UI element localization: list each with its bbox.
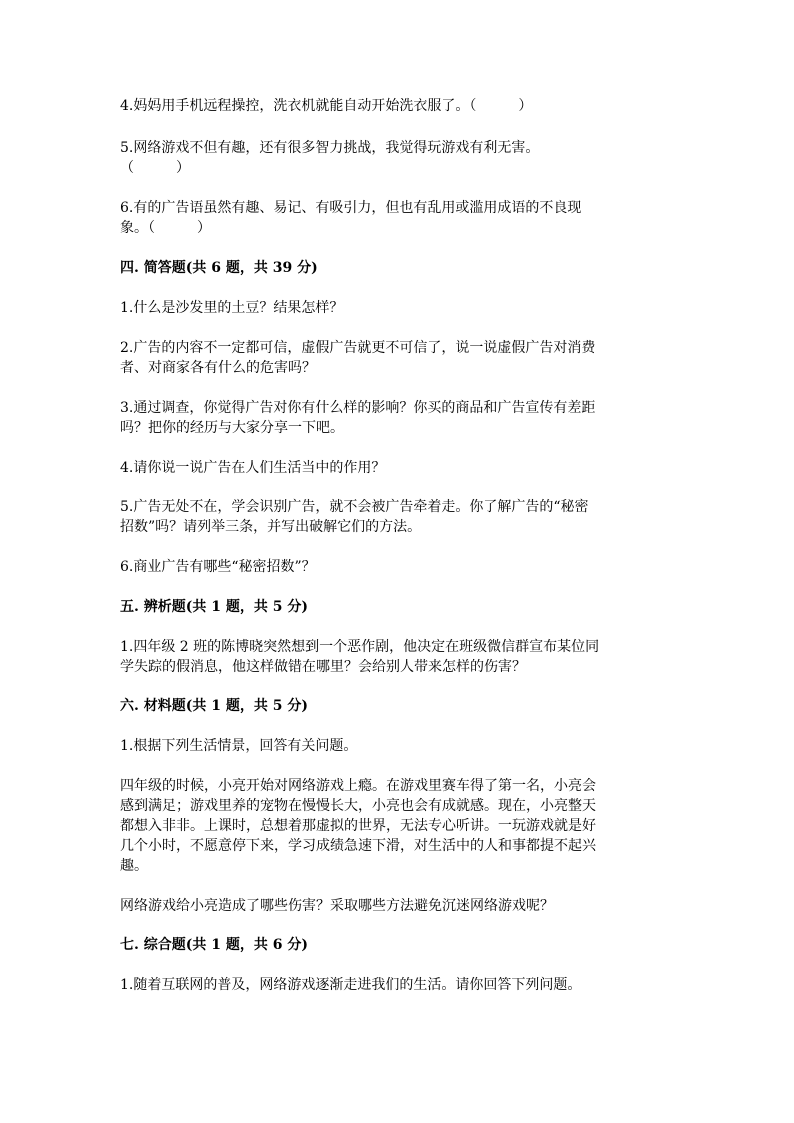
section-6-material-line-4: 几个小时，不愿意停下来，学习成绩急速下滑，对生活中的人和事都提不起兴 bbox=[120, 838, 596, 854]
section-7-heading: 七. 综合题(共 1 题，共 6 分) bbox=[120, 937, 308, 953]
section-6-question: 网络游戏给小亮造成了哪些伤害？采取哪些方法避免沉迷网络游戏呢？ bbox=[120, 898, 554, 914]
question-6-line-1: 6.有的广告语虽然有趣、易记、有吸引力，但也有乱用或滥用成语的不良现 bbox=[120, 200, 582, 216]
question-4: 4.妈妈用手机远程操控，洗衣机就能自动开始洗衣服了。（ ） bbox=[120, 98, 533, 114]
section-6-material-line-5: 趣。 bbox=[120, 858, 148, 874]
section-4-question-4: 4.请你说一说广告在人们生活当中的作用？ bbox=[120, 460, 386, 476]
section-4-question-2-line-1: 2.广告的内容不一定都可信，虚假广告就更不可信了，说一说虚假广告对消费 bbox=[120, 340, 596, 356]
section-6-question-1: 1.根据下列生活情景，回答有关问题。 bbox=[120, 738, 358, 754]
section-4-question-6: 6.商业广告有哪些“秘密招数”？ bbox=[120, 559, 316, 575]
section-5-question-1-line-2: 学失踪的假消息，他这样做错在哪里？会给别人带来怎样的伤害？ bbox=[120, 659, 526, 675]
section-4-question-5-line-2: 招数”吗？请列举三条，并写出破解它们的方法。 bbox=[120, 519, 422, 535]
section-4-question-3-line-1: 3.通过调查，你觉得广告对你有什么样的影响？你买的商品和广告宣传有差距 bbox=[120, 400, 596, 416]
section-5-heading: 五. 辨析题(共 1 题，共 5 分) bbox=[120, 599, 308, 615]
question-5-line-1: 5.网络游戏不但有趣，还有很多智力挑战，我觉得玩游戏有利无害。 bbox=[120, 140, 540, 156]
section-4-question-3-line-2: 吗？把你的经历与大家分享一下吧。 bbox=[120, 420, 344, 436]
question-5-line-2: （ ） bbox=[120, 160, 190, 176]
question-6-line-2: 象。（ ） bbox=[120, 220, 211, 236]
section-4-question-5-line-1: 5.广告无处不在，学会识别广告，就不会被广告牵着走。你了解广告的“秘密 bbox=[120, 499, 589, 515]
section-6-material-line-2: 感到满足；游戏里养的宠物在慢慢长大，小亮也会有成就感。现在，小亮整天 bbox=[120, 798, 596, 814]
section-4-question-2-line-2: 者、对商家各有什么的危害吗？ bbox=[120, 360, 316, 376]
section-5-question-1-line-1: 1.四年级 2 班的陈博晓突然想到一个恶作剧，他决定在班级微信群宣布某位同 bbox=[120, 639, 600, 655]
section-4-question-1: 1.什么是沙发里的土豆？结果怎样？ bbox=[120, 300, 344, 316]
section-4-heading: 四. 简答题(共 6 题，共 39 分) bbox=[120, 260, 318, 276]
section-6-material-line-1: 四年级的时候，小亮开始对网络游戏上瘾。在游戏里赛车得了第一名，小亮会 bbox=[120, 778, 596, 794]
section-6-material-line-3: 都想入非非。上课时，总想着那虚拟的世界，无法专心听讲。一玩游戏就是好 bbox=[120, 818, 596, 834]
section-6-heading: 六. 材料题(共 1 题，共 5 分) bbox=[120, 698, 308, 714]
section-7-question-1: 1.随着互联网的普及，网络游戏逐渐走进我们的生活。请你回答下列问题。 bbox=[120, 977, 582, 993]
